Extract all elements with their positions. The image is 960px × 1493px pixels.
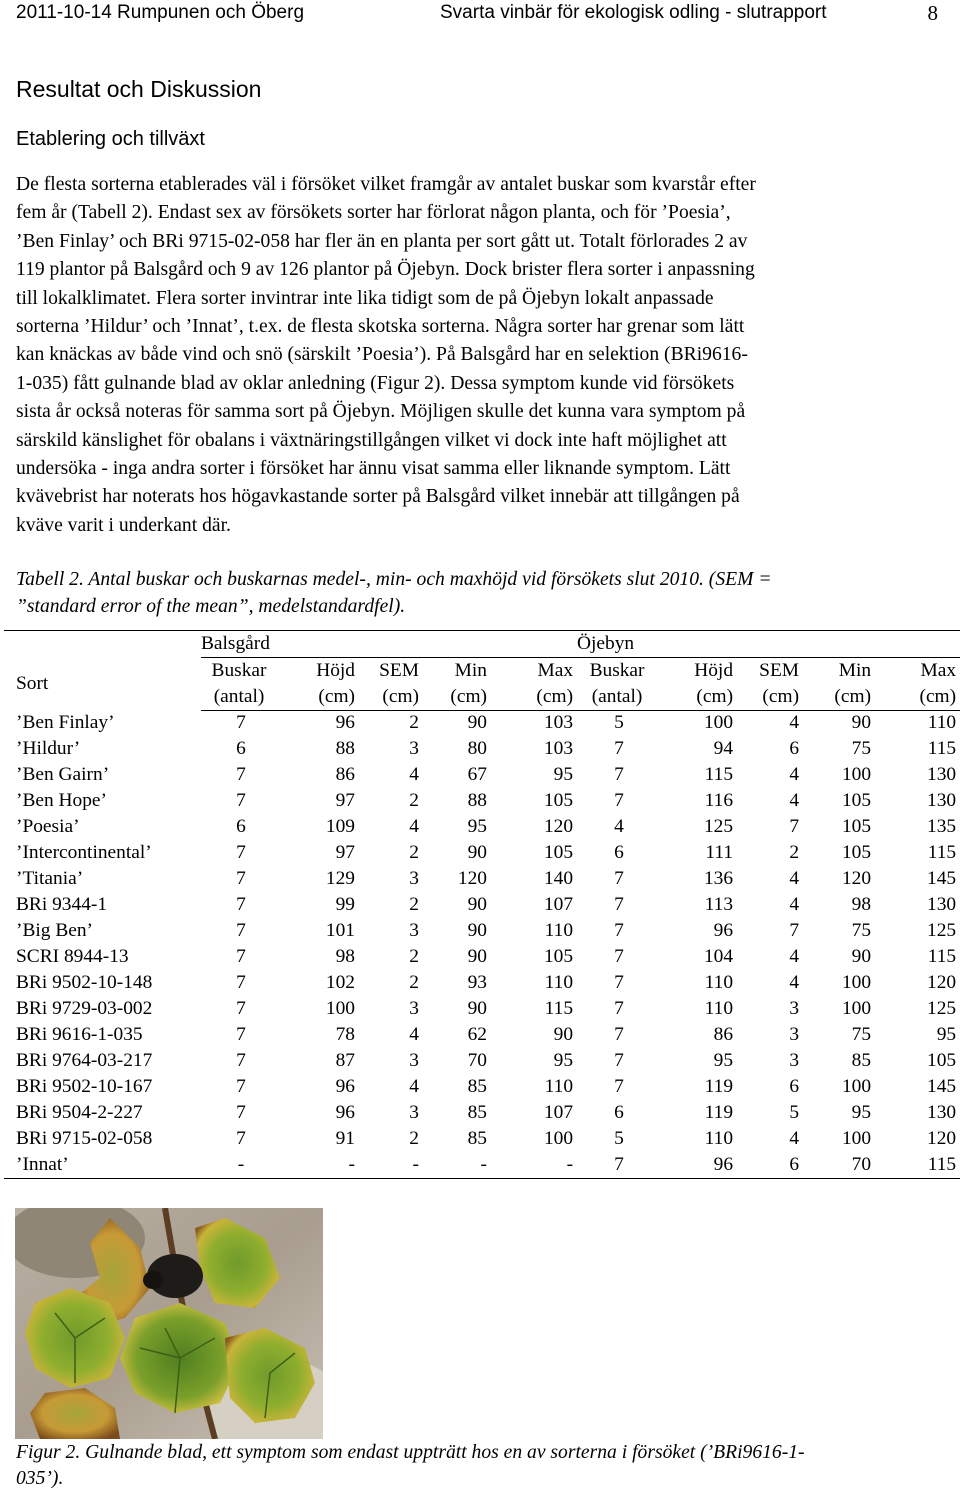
table-cell: 120	[927, 972, 957, 993]
table-cell: 5	[614, 712, 624, 734]
table-cell: 67	[467, 764, 487, 785]
table-cell: 111	[705, 842, 734, 863]
table-cell: 7	[236, 868, 246, 889]
table-cell: 3	[789, 998, 800, 1019]
table-cell: 7	[614, 868, 624, 889]
paragraph-line: sorterna ’Hildur’ och ’Innat’, t.ex. de flesta skotska sorterna. Några sorter har grenar som lätt	[16, 315, 745, 337]
paragraph-line: kan knäckas av både vind och snö (särskilt ’Poesia’). På Balsgård har en selektion (BRi9616-	[16, 344, 748, 366]
table-cell: 7	[789, 920, 800, 941]
cultivar-name-cell: SCRI 8944-13	[16, 946, 129, 967]
table-cell: 3	[409, 1102, 419, 1123]
table-cell: 100	[325, 998, 355, 1019]
header-date-authors: 2011-10-14 Rumpunen och Öberg	[16, 2, 305, 23]
cultivar-name-cell: ’Hildur’	[16, 738, 81, 759]
table-cell: 4	[409, 1024, 419, 1045]
table-cell: 140	[543, 868, 574, 889]
table-cell: 145	[927, 1076, 957, 1097]
sort-header: Sort	[16, 672, 49, 694]
table-cell: 7	[614, 764, 624, 785]
paragraph-line: undersöka - inga andra sorter i försöket har ännu visat samma eller liknande symptom. Lätt	[16, 457, 731, 479]
table-cell: 4	[789, 972, 800, 993]
table-cell: 113	[704, 894, 734, 915]
column-header: Max	[920, 659, 957, 681]
table-cell: 7	[236, 920, 246, 941]
table-row	[4, 970, 960, 996]
column-unit: (cm)	[875, 684, 960, 711]
column-unit: (cm)	[803, 684, 875, 711]
table-cell: 105	[543, 842, 574, 863]
table-cell: 101	[325, 920, 355, 941]
table-cell: 110	[544, 920, 574, 941]
table-cell: 96	[335, 1076, 355, 1097]
cultivar-name-cell: BRi 9502-10-148	[16, 972, 153, 993]
cultivar-name-cell: BRi 9729-03-002	[16, 998, 153, 1019]
table-row	[4, 1074, 960, 1100]
column-header: Min	[838, 659, 872, 681]
table-cell: 7	[614, 1024, 624, 1045]
table-cell: 7	[236, 1024, 246, 1045]
column-header: Buskar	[211, 659, 267, 681]
table-cell: 120	[841, 868, 872, 889]
table-cell: 110	[704, 1128, 734, 1149]
figure-caption	[16, 1440, 946, 1492]
table-cell: 7	[236, 1128, 246, 1149]
column-unit: (cm)	[661, 684, 737, 711]
table-cell: 130	[927, 894, 957, 915]
table-cell: -	[201, 1152, 281, 1178]
table-cell: 7	[236, 1102, 246, 1123]
table-cell: 95	[553, 764, 574, 785]
table-cell: 105	[841, 790, 872, 811]
table-cell: 4	[789, 790, 800, 811]
paragraph-line: särskild känslighet för obalans i växtnäringstillgången vilket vi dock inte haft möjlighet att	[16, 429, 727, 451]
table-cell: -	[491, 1152, 577, 1178]
table-cell: 130	[927, 790, 957, 811]
table-cell: 96	[335, 1102, 355, 1123]
page-header	[16, 0, 944, 26]
table-cell: 7	[614, 1050, 624, 1071]
table-cell: 90	[851, 712, 872, 734]
table-cell: 5	[614, 1128, 624, 1149]
paragraph-line: sista år också noteras för samma sort på Öjebyn. Möjligen skulle det kunna vara symptom på	[16, 401, 746, 423]
table-cell: 7	[614, 920, 624, 941]
table-cell: 85	[467, 1102, 487, 1123]
column-header: Buskar	[589, 659, 645, 681]
table-cell: 7	[236, 712, 246, 734]
caption-line: Tabell 2. Antal buskar och buskarnas medel-, min- och maxhöjd vid försökets slut 2010. (SEM =	[16, 569, 772, 590]
table-row	[4, 788, 960, 814]
table-row	[4, 1126, 960, 1152]
cultivar-name-cell: ’Ben Gairn’	[16, 764, 110, 785]
table-row	[4, 1022, 960, 1048]
table-cell: 105	[841, 842, 872, 863]
column-header: SEM	[759, 659, 800, 681]
table-cell: 98	[335, 946, 355, 967]
table-cell: 6	[236, 816, 246, 837]
cultivar-name-cell: ’Innat’	[4, 1152, 201, 1178]
paragraph-line: 1-035) fått gulnande blad av oklar anledning (Figur 2). Dessa symptom kunde vid försökets	[16, 372, 735, 394]
cultivar-name-cell: BRi 9504-2-227	[16, 1102, 143, 1123]
table-cell: 62	[467, 1024, 487, 1045]
table-cell: 115	[544, 998, 574, 1019]
table-row	[4, 892, 960, 918]
table-cell: 115	[927, 738, 957, 759]
table-row	[4, 918, 960, 944]
data-table	[4, 630, 960, 1179]
table-cell: 97	[335, 790, 355, 811]
table-cell: 7	[614, 1076, 624, 1097]
table-cell: 6	[614, 1102, 624, 1123]
table-cell: 105	[543, 946, 574, 967]
table-site-row	[4, 631, 960, 658]
table-cell: 78	[335, 1024, 355, 1045]
table-cell: 2	[409, 1128, 419, 1149]
header-report-title: Svarta vinbär för ekologisk odling - slutrapport	[440, 2, 827, 23]
table-cell: 104	[703, 946, 734, 967]
table-cell: 120	[457, 868, 487, 889]
table-cell: 90	[851, 946, 872, 967]
table-cell: 86	[713, 1024, 734, 1045]
table-row	[4, 944, 960, 970]
table-cell: 4	[789, 946, 800, 967]
table-cell: 4	[409, 816, 419, 837]
table-cell: 110	[704, 972, 734, 993]
table-cell: 105	[841, 816, 872, 837]
table-cell: 94	[713, 738, 734, 759]
yellowing-leaves-photo	[15, 1208, 323, 1439]
table-cell: 135	[927, 816, 957, 837]
table-cell: 115	[927, 842, 957, 863]
table-cell: 145	[927, 868, 957, 889]
caption-line: ”standard error of the mean”, medelstandardfel).	[16, 596, 406, 617]
table-cell: 88	[467, 790, 487, 811]
column-unit: (cm)	[423, 684, 491, 711]
table-cell: 7	[614, 946, 624, 967]
column-unit: (cm)	[491, 684, 577, 711]
table-cell: 6	[789, 738, 800, 759]
table-cell: 4	[789, 894, 800, 915]
column-header: Höjd	[316, 659, 355, 681]
paragraph-line: kvävebrist har noterats hos högavkastande sorter på Balsgård vilket innebär att tillgången på	[16, 486, 740, 508]
table-cell: 105	[927, 1050, 957, 1071]
table-cell: 7	[236, 1076, 246, 1097]
table-cell: 119	[704, 1102, 734, 1123]
table-cell: 136	[703, 868, 734, 889]
leaf-photo-illustration	[15, 1208, 323, 1439]
table-cell: 119	[704, 1076, 734, 1097]
table-cell: 90	[467, 946, 487, 967]
table-cell: 90	[467, 712, 487, 734]
table-cell: 3	[409, 998, 419, 1019]
table-cell: 110	[544, 972, 574, 993]
table-cell: 96	[661, 1152, 737, 1178]
table-cell: 87	[335, 1050, 355, 1071]
table-cell: 96	[713, 920, 734, 941]
table-cell: 2	[409, 894, 419, 915]
table-row	[4, 1152, 960, 1178]
table-cell: 100	[841, 1076, 872, 1097]
table-cell: 2	[409, 946, 419, 967]
table-cell: 7	[236, 842, 246, 863]
table-cell: 95	[467, 816, 487, 837]
column-unit: (cm)	[737, 684, 803, 711]
table-cell: 4	[789, 1128, 800, 1149]
table-row	[4, 710, 960, 736]
table-cell: 7	[236, 790, 246, 811]
table-cell: 100	[703, 712, 734, 734]
paragraph-line: kväve varit i underkant där.	[16, 514, 231, 536]
table-cell: -	[359, 1152, 423, 1178]
table-cell: 103	[543, 712, 574, 734]
table-row	[4, 996, 960, 1022]
table-cell: 6	[236, 738, 246, 759]
column-header: Höjd	[694, 659, 734, 681]
table-cell: 100	[841, 1128, 872, 1149]
table-cell: 6	[737, 1152, 803, 1178]
table-cell: 88	[335, 738, 355, 759]
cultivar-name-cell: ’Ben Hope’	[16, 790, 107, 811]
cultivar-name-cell: BRi 9715-02-058	[16, 1128, 153, 1149]
table-cell: 116	[704, 790, 734, 811]
table-cell: 100	[841, 764, 872, 785]
table-cell: 7	[614, 738, 624, 759]
table-cell: 99	[335, 894, 355, 915]
table-cell: 90	[467, 998, 487, 1019]
table-cell: 7	[236, 1050, 246, 1071]
table-caption	[16, 566, 946, 620]
figure-caption-line: Figur 2. Gulnande blad, ett symptom som endast uppträtt hos en av sorterna i försöket (’BRi9616-1-	[16, 1442, 805, 1463]
table-cell: 93	[467, 972, 487, 993]
table-cell: 98	[851, 894, 872, 915]
table-cell: 7	[614, 972, 624, 993]
table-cell: 130	[927, 764, 957, 785]
table-cell: 7	[236, 972, 246, 993]
table-cell: 7	[236, 946, 246, 967]
cultivar-name-cell: BRi 9764-03-217	[16, 1050, 153, 1071]
column-header: Min	[454, 659, 487, 681]
table-cell: 4	[789, 868, 800, 889]
table-cell: 7	[614, 894, 624, 915]
cultivar-name-cell: ’Ben Finlay’	[16, 712, 115, 733]
table-cell: 3	[409, 868, 419, 889]
column-unit: (cm)	[359, 684, 423, 711]
table-cell: 5	[789, 1102, 800, 1123]
table-cell: 2	[409, 842, 419, 863]
paragraph-line: till lokalklimatet. Flera sorter invintrar inte lika tidigt som de på Öjebyn lokalt anpassade	[16, 287, 714, 309]
table-cell: 96	[335, 712, 355, 734]
table-cell: 110	[927, 712, 957, 734]
table-cell: -	[423, 1152, 491, 1178]
table-cell: 75	[851, 920, 872, 941]
table-cell: 70	[803, 1152, 875, 1178]
table-cell: 103	[543, 738, 574, 759]
table-cell: 75	[851, 738, 872, 759]
table-cell: 102	[325, 972, 355, 993]
table-cell: 7	[236, 998, 246, 1019]
table-cell: 109	[325, 816, 355, 837]
table-cell: 95	[936, 1024, 957, 1045]
table-cell: 100	[543, 1128, 574, 1149]
table-cell: 4	[409, 764, 419, 785]
table-cell: 4	[409, 1076, 419, 1097]
column-header: SEM	[379, 659, 419, 681]
table-cell: 125	[703, 816, 734, 837]
cultivar-name-cell: ’Titania’	[16, 868, 84, 889]
table-cell: 7	[789, 816, 800, 837]
table-cell: 115	[875, 1152, 960, 1178]
figure-caption-line: 035’).	[16, 1468, 64, 1489]
column-header: Max	[537, 659, 574, 681]
table-cell: 90	[467, 920, 487, 941]
column-unit: (antal)	[201, 684, 281, 711]
table-cell: 80	[467, 738, 487, 759]
table-cell: 6	[789, 1076, 800, 1097]
table-cell: 6	[614, 842, 624, 863]
table-cell: 100	[841, 972, 872, 993]
table-cell: 115	[927, 946, 957, 967]
subsection-heading: Etablering och tillväxt	[16, 128, 205, 150]
page-number: 8	[927, 1, 938, 25]
table-cell: 91	[335, 1128, 355, 1149]
body-paragraph	[16, 171, 950, 540]
paragraph-line: ’Ben Finlay’ och BRi 9715-02-058 har fler än en planta per sort gått ut. Totalt förlorades 2 av	[16, 230, 748, 252]
site-header-ojebyn: Öjebyn	[577, 631, 960, 658]
paragraph-line: De flesta sorterna etablerades väl i försöket vilket framgår av antalet buskar som kvarstår efter	[16, 174, 756, 195]
paragraph-line: fem år (Tabell 2). Endast sex av försökets sorter har förlorat någon planta, och för ’Poesia’,	[16, 202, 731, 224]
table-cell: 3	[409, 738, 419, 759]
table-cell: 2	[789, 842, 800, 863]
cultivar-name-cell: ’Intercontinental’	[16, 842, 152, 863]
table-cell: 125	[927, 920, 957, 941]
table-cell: 115	[704, 764, 734, 785]
table-cell: 4	[614, 816, 624, 837]
table-cell: 7	[614, 790, 624, 811]
table-row	[4, 866, 960, 892]
table-cell: 2	[409, 712, 419, 734]
column-unit: (antal)	[577, 684, 661, 711]
table-cell: 120	[543, 816, 574, 837]
table-cell: -	[281, 1152, 359, 1178]
table-cell: 129	[325, 868, 355, 889]
table-cell: 3	[789, 1024, 800, 1045]
paragraph-line: 119 plantor på Balsgård och 9 av 126 plantor på Öjebyn. Dock brister flera sorter i anpassning	[16, 259, 755, 281]
table-cell: 90	[467, 842, 487, 863]
table-cell: 107	[543, 1102, 574, 1123]
table-cell: 125	[927, 998, 957, 1019]
table-cell: 4	[789, 712, 800, 734]
section-heading: Resultat och Diskussion	[16, 76, 262, 102]
table-row	[4, 736, 960, 762]
column-unit: (cm)	[281, 684, 359, 711]
cultivar-name-cell: ’Poesia’	[16, 816, 80, 837]
table-row	[4, 762, 960, 788]
table-cell: 100	[841, 998, 872, 1019]
table-cell: 95	[851, 1102, 872, 1123]
table-cell: 110	[704, 998, 734, 1019]
table-cell: 7	[577, 1152, 661, 1178]
table-cell: 75	[851, 1024, 872, 1045]
table-cell: 85	[851, 1050, 872, 1071]
table-cell: 86	[335, 764, 355, 785]
table-cell: 4	[789, 764, 800, 785]
cultivar-name-cell: BRi 9502-10-167	[16, 1076, 153, 1097]
corner-cell	[4, 631, 201, 658]
table-cell: 3	[409, 1050, 419, 1071]
table-cell: 120	[927, 1128, 957, 1149]
table-cell: 105	[543, 790, 574, 811]
table-cell: 90	[553, 1024, 574, 1045]
table-cell: 70	[467, 1050, 487, 1071]
table-cell: 7	[236, 894, 246, 915]
table-cell: 107	[543, 894, 574, 915]
table-colname-row	[4, 657, 960, 684]
cultivar-name-cell: BRi 9616-1-035	[16, 1024, 143, 1045]
table-cell: 85	[467, 1076, 487, 1097]
table-cell: 110	[544, 1076, 574, 1097]
table-cell: 2	[409, 972, 419, 993]
table-cell: 3	[409, 920, 419, 941]
table-cell: 90	[467, 894, 487, 915]
table-body	[4, 710, 960, 1178]
table-cell: 7	[614, 998, 624, 1019]
table-cell: 95	[713, 1050, 734, 1071]
table-cell: 130	[927, 1102, 957, 1123]
table-row	[4, 1100, 960, 1126]
table-cell: 7	[236, 764, 246, 785]
table-cell: 2	[409, 790, 419, 811]
table-cell: 95	[553, 1050, 574, 1071]
cultivar-name-cell: BRi 9344-1	[16, 894, 108, 915]
site-header-balsgard: Balsgård	[201, 631, 577, 658]
cultivar-name-cell: ’Big Ben’	[16, 920, 94, 941]
table-row	[4, 840, 960, 866]
table-row	[4, 1048, 960, 1074]
table-row	[4, 814, 960, 840]
table-cell: 97	[335, 842, 355, 863]
table-cell: 3	[789, 1050, 800, 1071]
table-cell: 85	[467, 1128, 487, 1149]
